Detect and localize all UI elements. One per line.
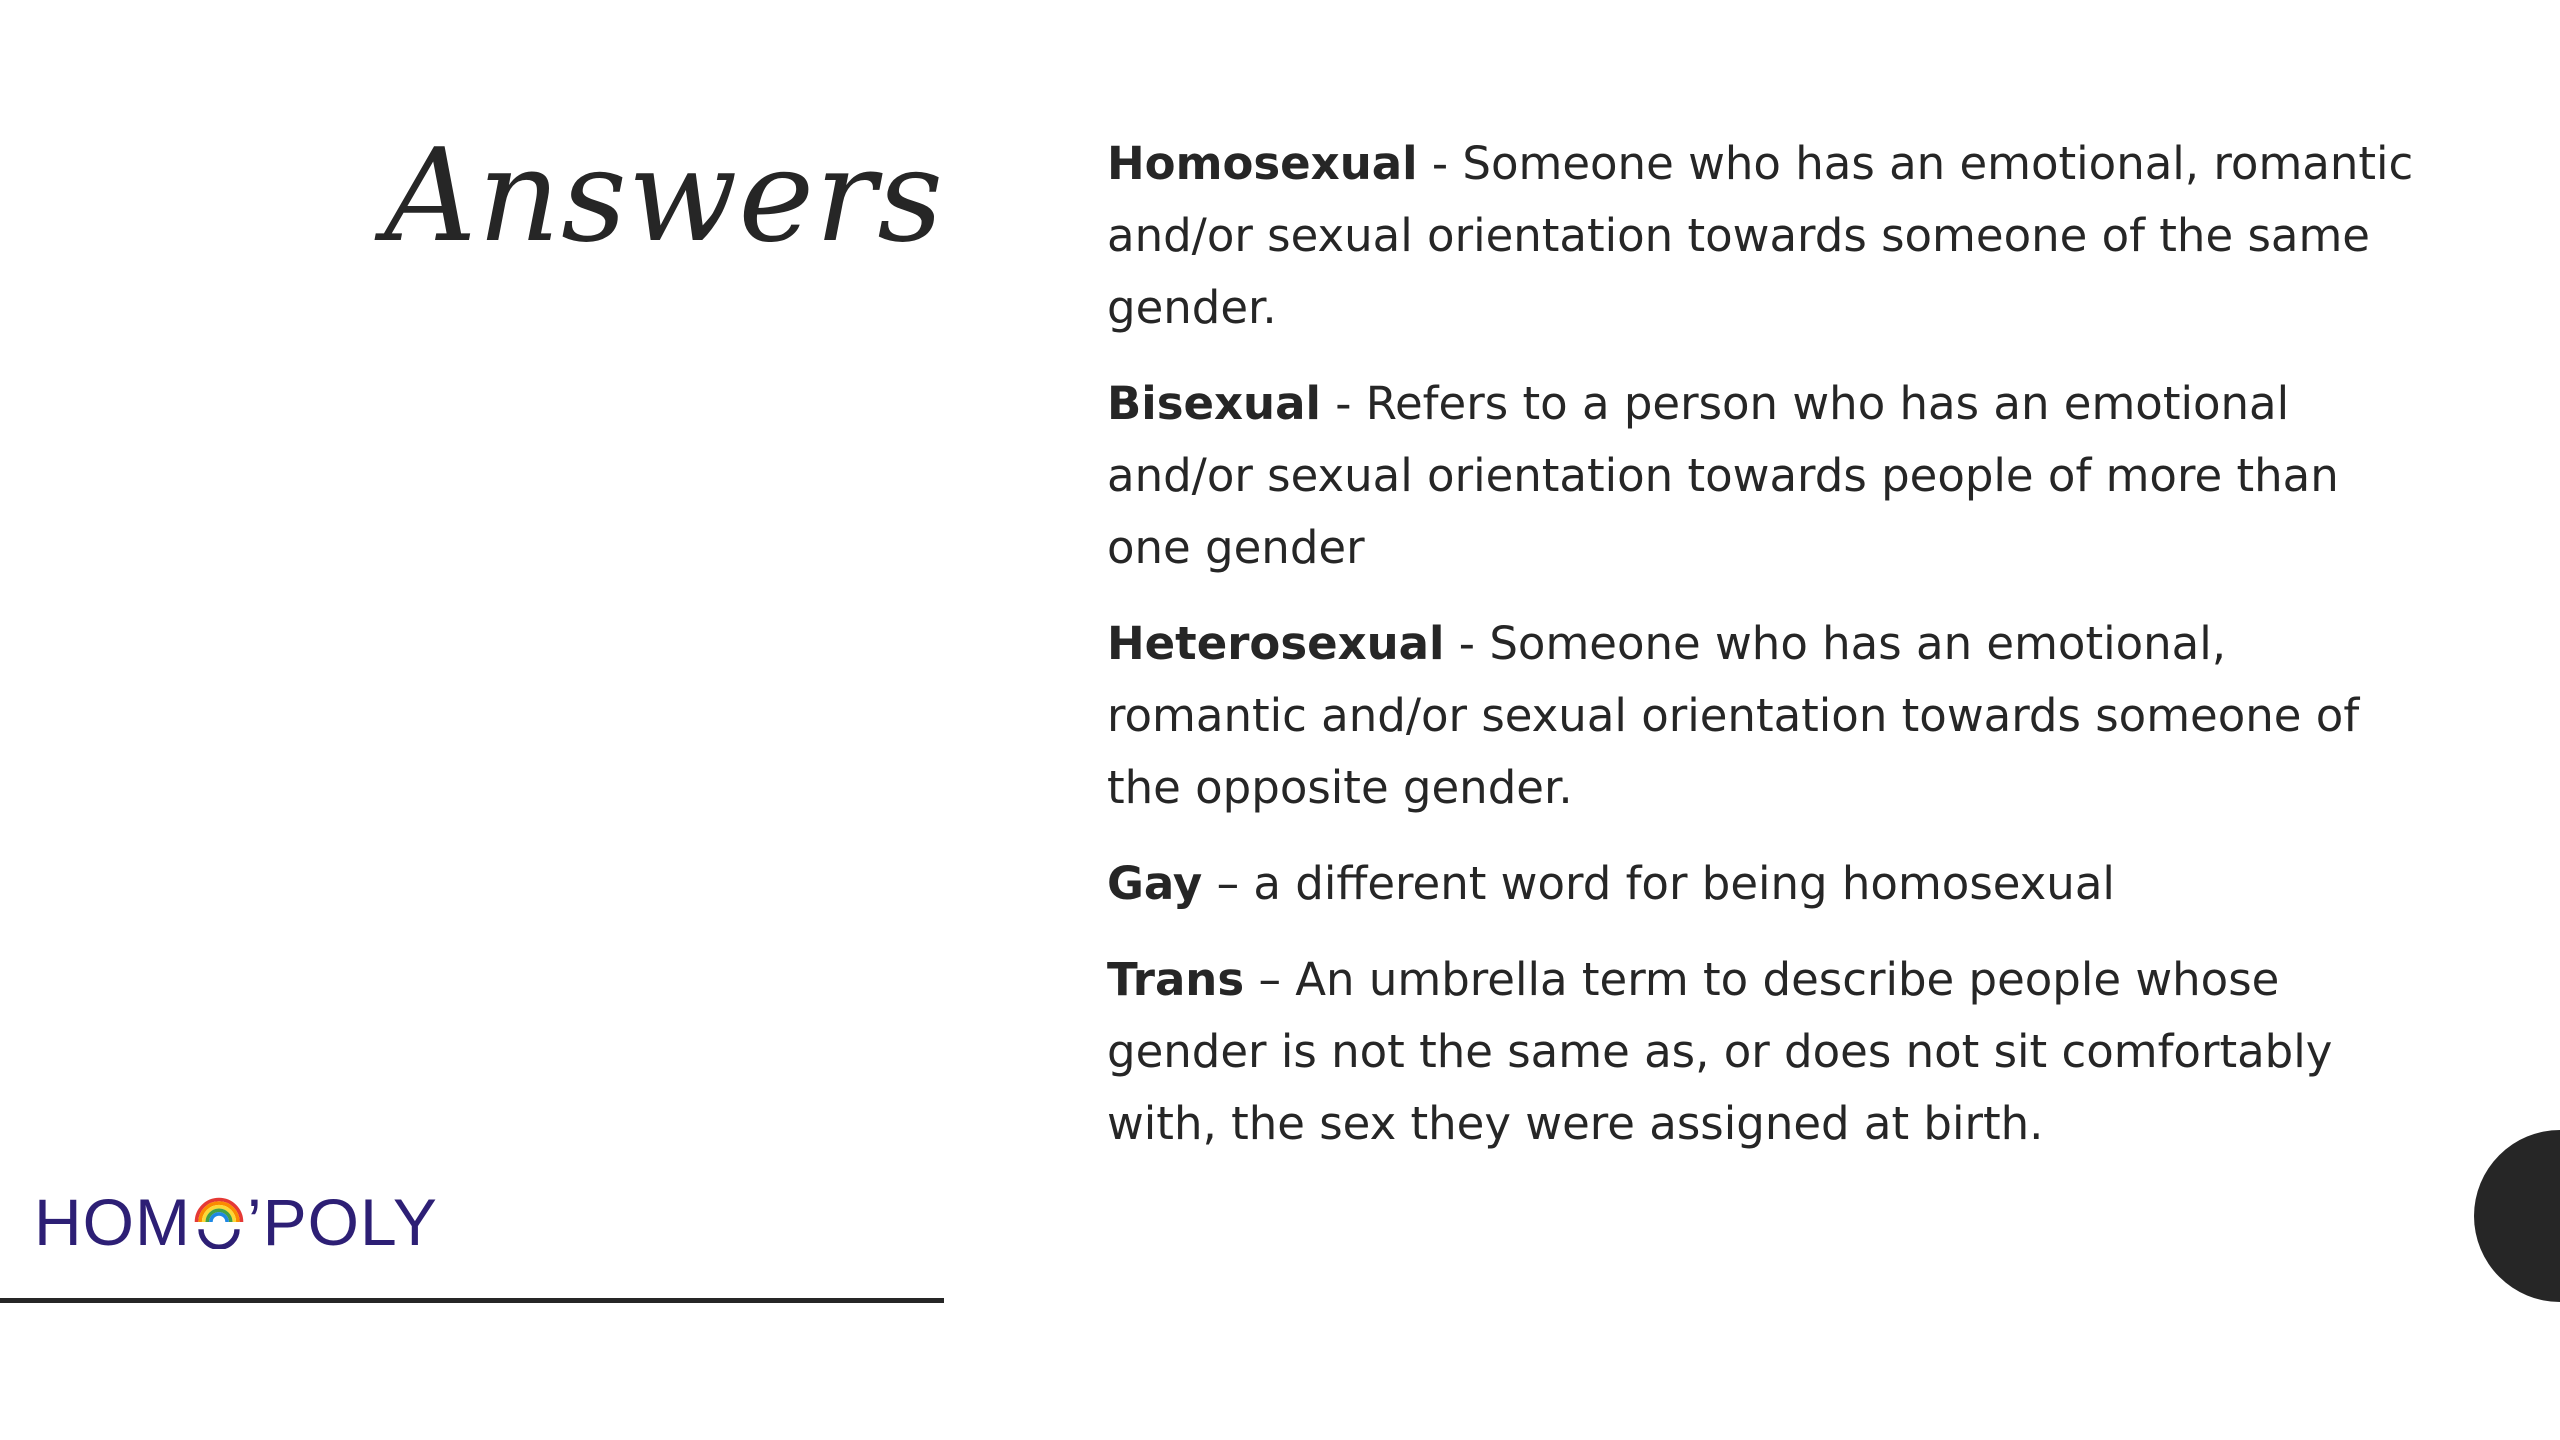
definition-text: a different word for being homosexual xyxy=(1253,857,2115,910)
definition-separator: - xyxy=(1417,137,1463,190)
definition-term: Bisexual xyxy=(1107,377,1321,430)
logo-text-right: ’POLY xyxy=(246,1185,438,1259)
homopoly-logo xyxy=(34,1184,438,1260)
definition-text: Refers to a person who has an emotional and/or sexual orientation towards people of more than one gender xyxy=(1107,377,2339,574)
rainbow-arc xyxy=(211,1214,227,1222)
definition-gay xyxy=(1107,848,2427,920)
definition-separator: - xyxy=(1444,617,1490,670)
definition-term: Gay xyxy=(1107,857,1203,910)
definition-trans xyxy=(1107,944,2427,1160)
definition-heterosexual xyxy=(1107,608,2427,824)
definition-separator: – xyxy=(1202,857,1254,910)
definition-separator: - xyxy=(1320,377,1366,430)
definition-bisexual xyxy=(1107,368,2427,584)
definition-term: Heterosexual xyxy=(1107,617,1445,670)
logo-text-left: HOM xyxy=(34,1185,191,1259)
definition-term: Trans xyxy=(1107,953,1245,1006)
decorative-circle xyxy=(2474,1130,2560,1302)
bottom-rule-line xyxy=(0,1298,944,1303)
definition-text: Someone who has an emotional, romantic and/or sexual orientation towards someone of the same gender. xyxy=(1107,137,2414,334)
definition-text: An umbrella term to describe people whose gender is not the same as, or does not sit comfortably with, the sex they were assigned at birth. xyxy=(1107,953,2333,1150)
definition-term: Homosexual xyxy=(1107,137,1418,190)
definition-text: Someone who has an emotional, romantic and/or sexual orientation towards someone of the opposite gender. xyxy=(1107,617,2360,814)
slide-title: Answers xyxy=(384,122,944,271)
rainbow-icon xyxy=(192,1195,246,1249)
definitions-list xyxy=(1107,128,2427,1184)
definition-separator: – xyxy=(1244,953,1296,1006)
definition-homosexual xyxy=(1107,128,2427,344)
